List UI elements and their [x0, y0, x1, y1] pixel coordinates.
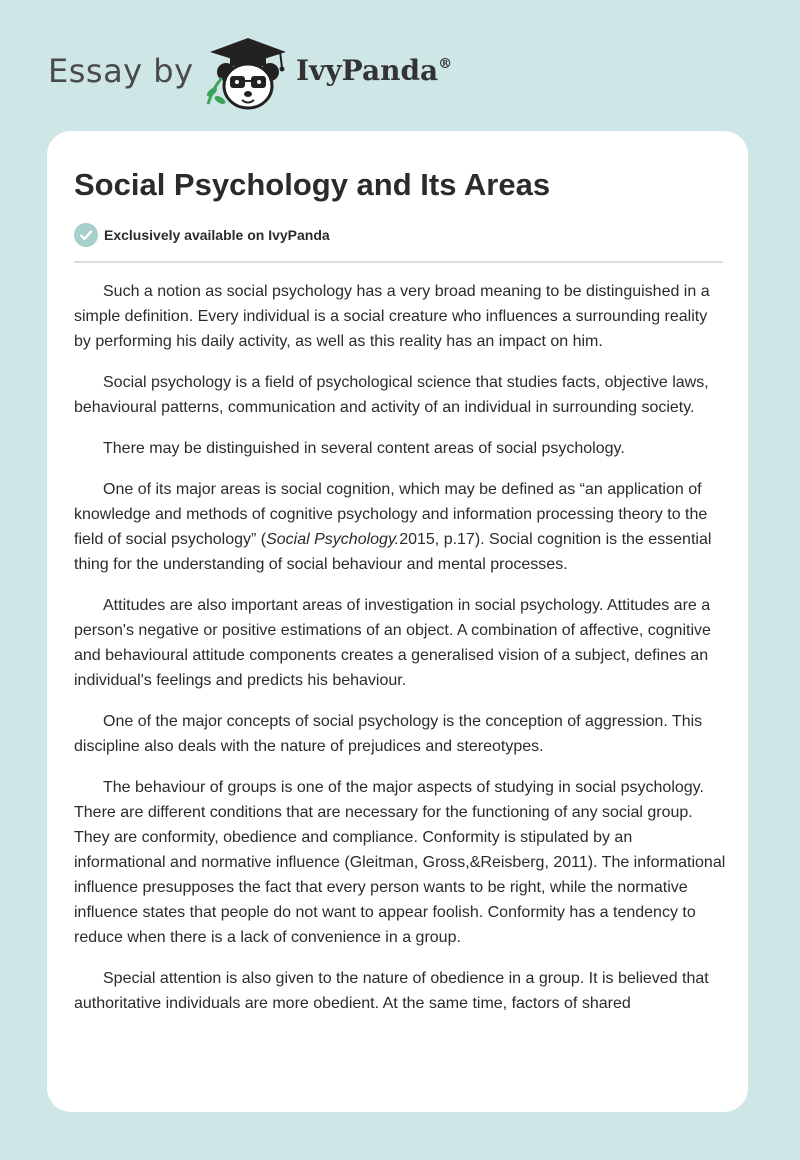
essay-by-label: Essay by — [48, 52, 194, 90]
brand-name[interactable]: IvyPanda® — [296, 54, 453, 87]
essay-body — [74, 279, 726, 1032]
exclusive-badge-text: Exclusively available on IvyPanda — [104, 227, 330, 243]
registered-mark: ® — [438, 56, 453, 72]
check-icon — [74, 223, 98, 247]
paragraph: The behaviour of groups is one of the major aspects of studying in social psychology. There are different conditions that are necessary for the functioning of any social group. They are conformity, obedience and compliance. Conformity is stipulated by an informational and normative influence (Gleitman, Gross,&Reisberg, 2011). The informational influence presupposes the fact that every person wants to be right, while the normative influence states that people do not want to appear foolish. Conformity has a tendency to reduce when there is a lack of convenience in a group. — [74, 779, 726, 946]
text-segment: 2015, p.17). Social cognition is the essential thing for the understanding of social behaviour and mental processes. — [74, 531, 712, 573]
paragraph: Social psychology is a field of psychological science that studies facts, objective laws, behavioural patterns, communication and activity of an individual in surrounding society. — [74, 374, 709, 416]
paragraph: There may be distinguished in several content areas of social psychology. — [103, 440, 625, 457]
essay-card — [47, 131, 748, 1112]
exclusive-badge — [74, 222, 330, 248]
page-title: Social Psychology and Its Areas — [74, 167, 551, 202]
panda-logo-icon[interactable] — [200, 34, 296, 112]
paragraph: Special attention is also given to the nature of obedience in a group. It is believed that authoritative individuals are more obedient. At the same time, factors of shared — [74, 970, 709, 1012]
divider — [74, 261, 723, 263]
citation-title: Social Psychology. — [266, 531, 400, 548]
paragraph: One of the major concepts of social psychology is the conception of aggression. This discipline also deals with the nature of prejudices and stereotypes. — [74, 713, 703, 755]
text-segment: One of its major areas is social cognition, which may be defined as “an application of knowledge and methods of cognitive psychology and information processing theory to the field of social psychology” ( — [74, 481, 708, 548]
paragraph-social-cognition — [74, 477, 726, 577]
site-header — [48, 32, 548, 112]
paragraph: Such a notion as social psychology has a very broad meaning to be distinguished in a simple definition. Every individual is a social creature who influences a surrounding reality by performing his daily activity, as well as this reality has an impact on him. — [74, 283, 710, 350]
paragraph: Attitudes are also important areas of investigation in social psychology. Attitudes are a person's negative or positive estimations of an object. A combination of affective, cognitive and behavioural attitude components creates a generalised vision of a subject, defines an individual's feelings and predicts his behaviour. — [74, 597, 711, 689]
